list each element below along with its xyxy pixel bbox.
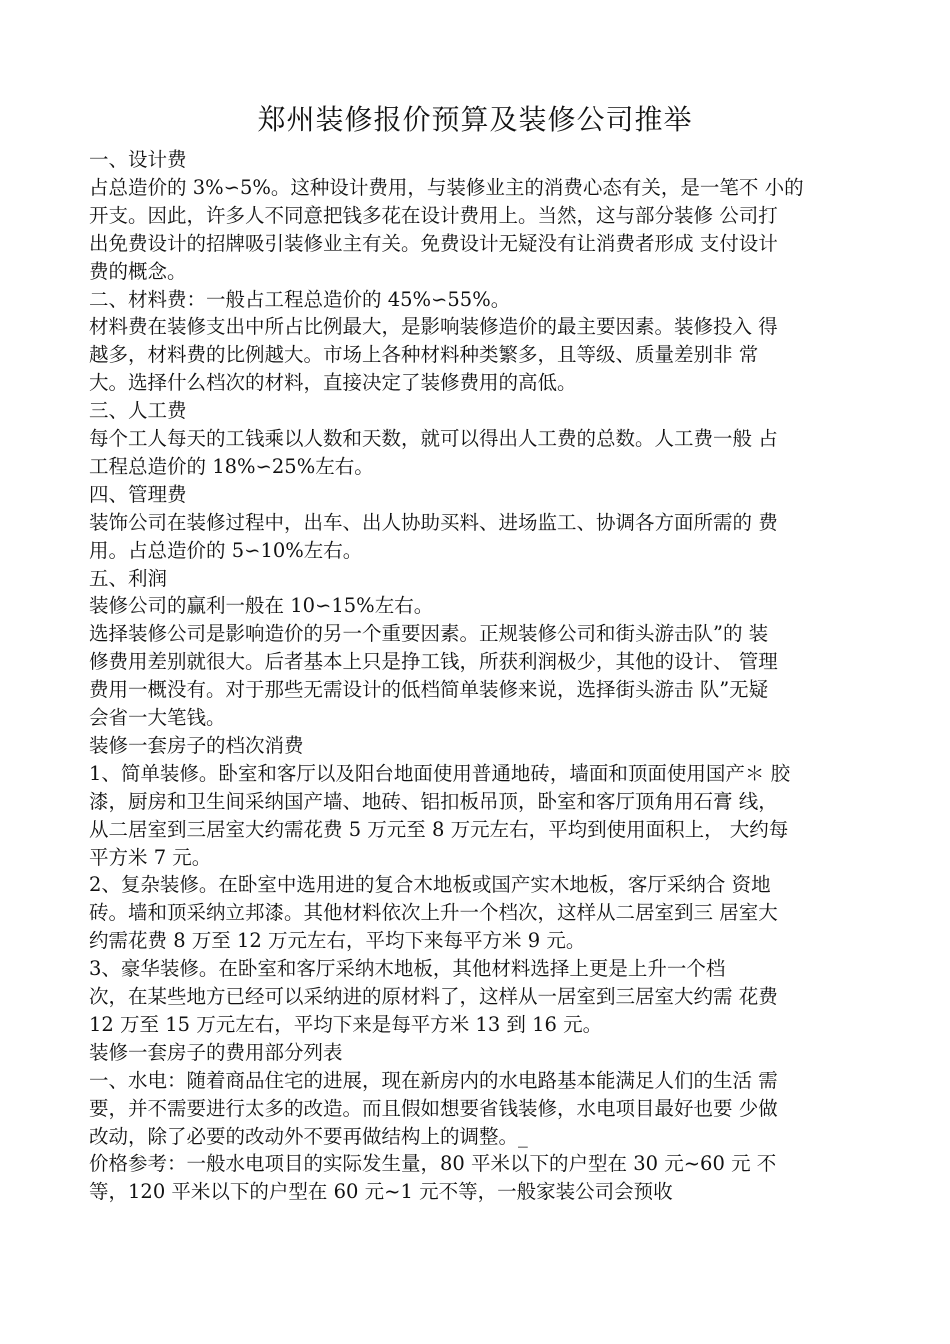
- text-line: 费用一概没有。对于那些无需设计的低档简单装修来说，选择街头游击 队”无疑: [89, 678, 769, 702]
- text-line: 二、材料费：一般占工程总造价的 45%∽55%。: [89, 287, 511, 311]
- text-line: 装修一套房子的费用部分列表: [89, 1040, 343, 1064]
- text-line: 用。占总造价的 5∽10%左右。: [89, 538, 363, 562]
- text-line: 材料费在装修支出中所占比例最大，是影响装修造价的最主要因素。装修投入 得: [89, 315, 778, 339]
- text-line: 费的概念。: [89, 259, 187, 283]
- text-line: 1、简单装修。卧室和客厅以及阳台地面使用普通地砖，墙面和顶面使用国产＊ 胶: [89, 761, 791, 785]
- text-line: 装修公司的赢利一般在 10∽15%左右。: [89, 594, 434, 618]
- text-line: 四、管理费: [89, 482, 187, 506]
- text-line: 装饰公司在装修过程中，出车、出人协助买料、进场监工、协调各方面所需的 费: [89, 510, 778, 534]
- text-line: 开支。因此，许多人不同意把钱多花在设计费用上。当然，这与部分装修 公司打: [89, 203, 778, 227]
- text-line: 平方米 7 元。: [89, 845, 212, 869]
- text-line: 五、利润: [89, 566, 168, 590]
- text-line: 次，在某些地方已经可以采纳进的原材料了，这样从一居室到三居室大约需 花费: [89, 985, 778, 1008]
- text-line: 会省一大笔钱。: [89, 706, 226, 729]
- text-line: 2、复杂装修。在卧室中选用进的复合木地板或国产实木地板，客厅采纳合 资地: [89, 873, 771, 897]
- text-line: 约需花费 8 万至 12 万元左右，平均下来每平方米 9 元。: [89, 929, 586, 953]
- text-line: 从二居室到三居室大约需花费 5 万元至 8 万元左右，平均到使用面积上， 大约每: [89, 817, 789, 841]
- text-line: 砖。墙和顶采纳立邦漆。其他材料依次上升一个档次，这样从二居室到三 居室大: [89, 901, 778, 925]
- text-line: 每个工人每天的工钱乘以人数和天数，就可以得出人工费的总数。人工费一般 占: [89, 427, 778, 450]
- text-line: 占总造价的 3%∽5%。这种设计费用，与装修业主的消费心态有关，是一笔不 小的: [89, 175, 804, 199]
- text-line: 装修一套房子的档次消费: [89, 733, 304, 757]
- text-line: 一、水电：随着商品住宅的进展，现在新房内的水电路基本能满足人们的生活 需: [89, 1068, 778, 1092]
- text-line: 大。选择什么档次的材料，直接决定了装修费用的高低。: [89, 371, 577, 395]
- text-line: 选择装修公司是影响造价的另一个重要因素。正规装修公司和街头游击队”的 装: [89, 622, 769, 646]
- text-line: 等，120 平米以下的户型在 60 元~1 元不等，一般家装公司会预收: [89, 1180, 673, 1204]
- text-line: 12 万至 15 万元左右，平均下来是每平方米 13 到 16 元。: [89, 1012, 603, 1036]
- document-title: 郑州装修报价预算及装修公司推举: [257, 103, 693, 136]
- text-line: 一、设计费: [89, 148, 187, 171]
- text-line: 越多，材料费的比例越大。市场上各种材料种类繁多，且等级、质量差别非 常: [89, 343, 759, 367]
- text-line: 价格参考：一般水电项目的实际发生量，80 平米以下的户型在 30 元~60 元 不: [89, 1152, 777, 1176]
- text-line: 工程总造价的 18%∽25%左右。: [89, 454, 374, 478]
- text-line: 漆，厨房和卫生间采纳国产墙、地砖、铝扣板吊顶，卧室和客厅顶角用石膏 线，: [89, 789, 778, 813]
- text-line: 出免费设计的招牌吸引装修业主有关。免费设计无疑没有让消费者形成 支付设计: [89, 231, 778, 255]
- text-line: 三、人工费: [89, 399, 187, 423]
- text-line: 3、豪华装修。在卧室和客厅采纳木地板，其他材料选择上更是上升一个档: [89, 957, 726, 981]
- text-line: 修费用差别就很大。后者基本上只是挣工钱，所获利润极少，其他的设计、 管理: [89, 650, 778, 674]
- text-line: 改动，除了必要的改动外不要再做结构上的调整。_: [89, 1124, 528, 1148]
- text-line: 要，并不需要进行太多的改造。而且假如想要省钱装修，水电项目最好也要 少做: [89, 1096, 778, 1120]
